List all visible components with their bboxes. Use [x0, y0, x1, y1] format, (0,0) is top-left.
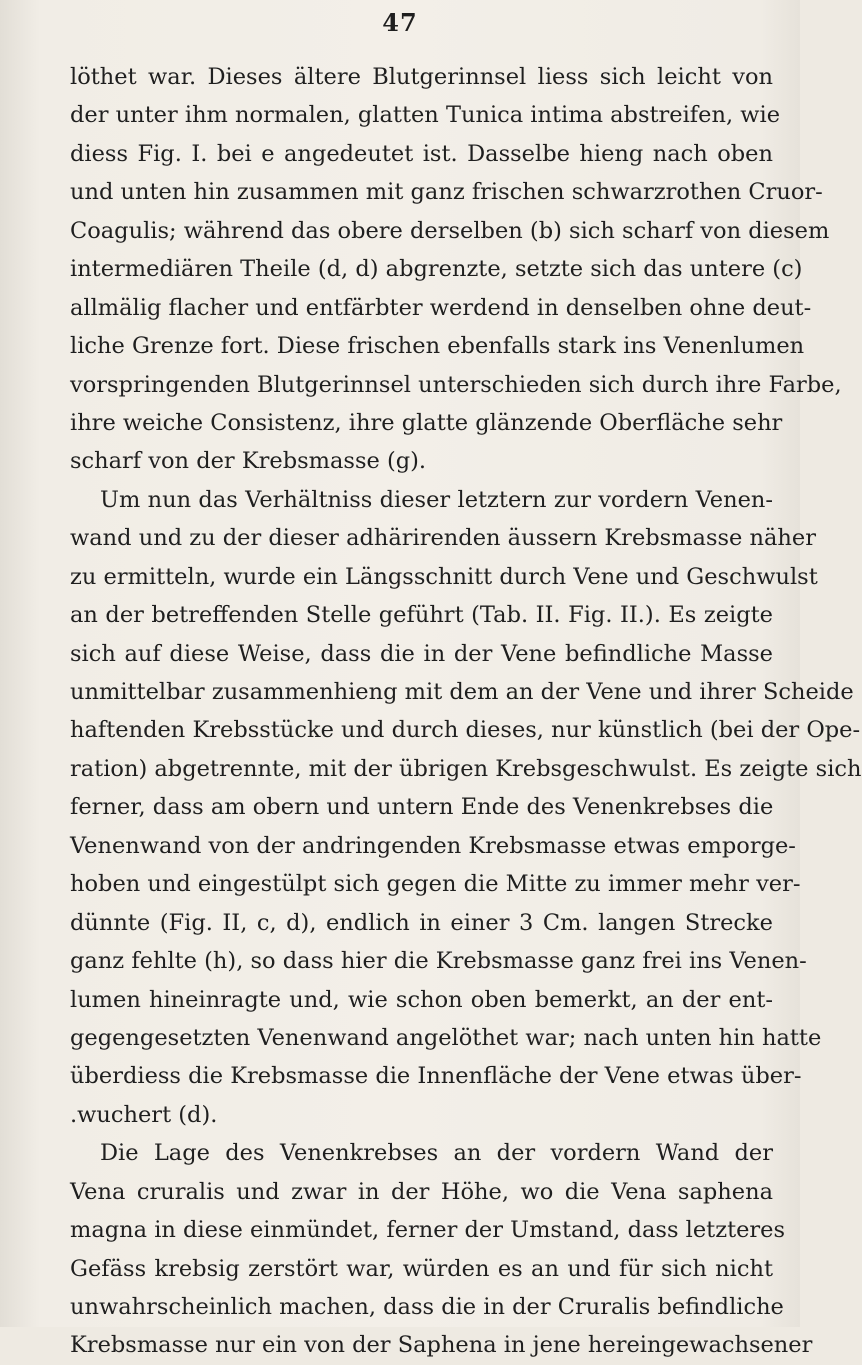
text-line: der unter ihm normalen, glatten Tunica intima abstreifen, wie	[70, 102, 781, 129]
text-line: liche Grenze fort. Diese frischen ebenfalls stark ins Venenlumen	[70, 333, 805, 360]
text-line: ration) abgetrennte, mit der übrigen Krebsgeschwulst. Es zeigte sich	[70, 755, 862, 782]
text-line: wand und zu der dieser adhärirenden äussern Krebsmasse näher	[70, 525, 816, 552]
body-text	[70, 58, 862, 1365]
text-line: an der betreffenden Stelle geführt (Tab. II. Fig. II.). Es zeigte	[70, 602, 773, 629]
text-line: löthet war. Dieses ältere Blutgerinnsel liess sich leicht von	[70, 64, 773, 90]
text-line: überdiess die Krebsmasse die Innenfläche der Vene etwas über-	[70, 1063, 802, 1090]
text-line: dünnte (Fig. II, c, d), endlich in einer 3 Cm. langen Strecke	[70, 909, 773, 936]
text-line: Coagulis; während das obere derselben (b) sich scharf von diesem	[70, 217, 830, 244]
text-line: sich auf diese Weise, dass die in der Vene befindliche Masse	[70, 640, 773, 667]
text-line: scharf von der Krebsmasse (g).	[70, 448, 427, 475]
text-line: allmälig flacher und entfärbter werdend in denselben ohne deut-	[70, 294, 812, 321]
text-line: zu ermitteln, wurde ein Längsschnitt durch Vene und Geschwulst	[70, 563, 818, 590]
text-line: diess Fig. I. bei e angedeutet ist. Dasselbe hieng nach oben	[70, 140, 773, 167]
text-line: vorspringenden Blutgerinnsel unterschieden sich durch ihre Farbe,	[70, 371, 842, 398]
text-line: Krebsmasse nur ein von der Saphena in jene hereingewachsener	[70, 1332, 813, 1359]
text-line: lumen hineinragte und, wie schon oben bemerkt, an der ent-	[70, 986, 773, 1013]
text-line: intermediären Theile (d, d) abgrenzte, setzte sich das untere (c)	[70, 256, 803, 283]
text-line: ganz fehlte (h), so dass hier die Krebsmasse ganz frei ins Venen-	[70, 948, 807, 975]
text-line: Venenwand von der andringenden Krebsmasse etwas emporge-	[70, 832, 796, 859]
text-line: magna in diese einmündet, ferner der Umstand, dass letzteres	[70, 1217, 786, 1244]
text-line: Gefäss krebsig zerstört war, würden es an und für sich nicht	[70, 1255, 773, 1282]
text-line: ihre weiche Consistenz, ihre glatte glänzende Oberfläche sehr	[70, 409, 783, 436]
text-line: unwahrscheinlich machen, dass die in der Cruralis befindliche	[70, 1294, 784, 1320]
text-line: Vena cruralis und zwar in der Höhe, wo die Vena saphena	[70, 1178, 773, 1205]
text-line: und unten hin zusammen mit ganz frischen schwarzrothen Cruor-	[70, 179, 823, 206]
text-line: .wuchert (d).	[70, 1101, 218, 1128]
text-line: Um nun das Verhältniss dieser letztern zur vordern Venen-	[100, 486, 773, 513]
text-line: unmittelbar zusammenhieng mit dem an der Vene und ihrer Scheide	[70, 679, 854, 705]
text-line: hoben und eingestülpt sich gegen die Mitte zu immer mehr ver-	[70, 871, 801, 898]
text-line: gegengesetzten Venenwand angelöthet war; nach unten hin hatte	[70, 1024, 822, 1051]
text-line: ferner, dass am obern und untern Ende des Venenkrebses die	[70, 794, 774, 821]
text-line: Die Lage des Venenkrebses an der vordern Wand der	[100, 1140, 773, 1167]
text-line: haftenden Krebsstücke und durch dieses, nur künstlich (bei der Ope-	[70, 717, 861, 744]
page-number: 47	[382, 8, 418, 37]
